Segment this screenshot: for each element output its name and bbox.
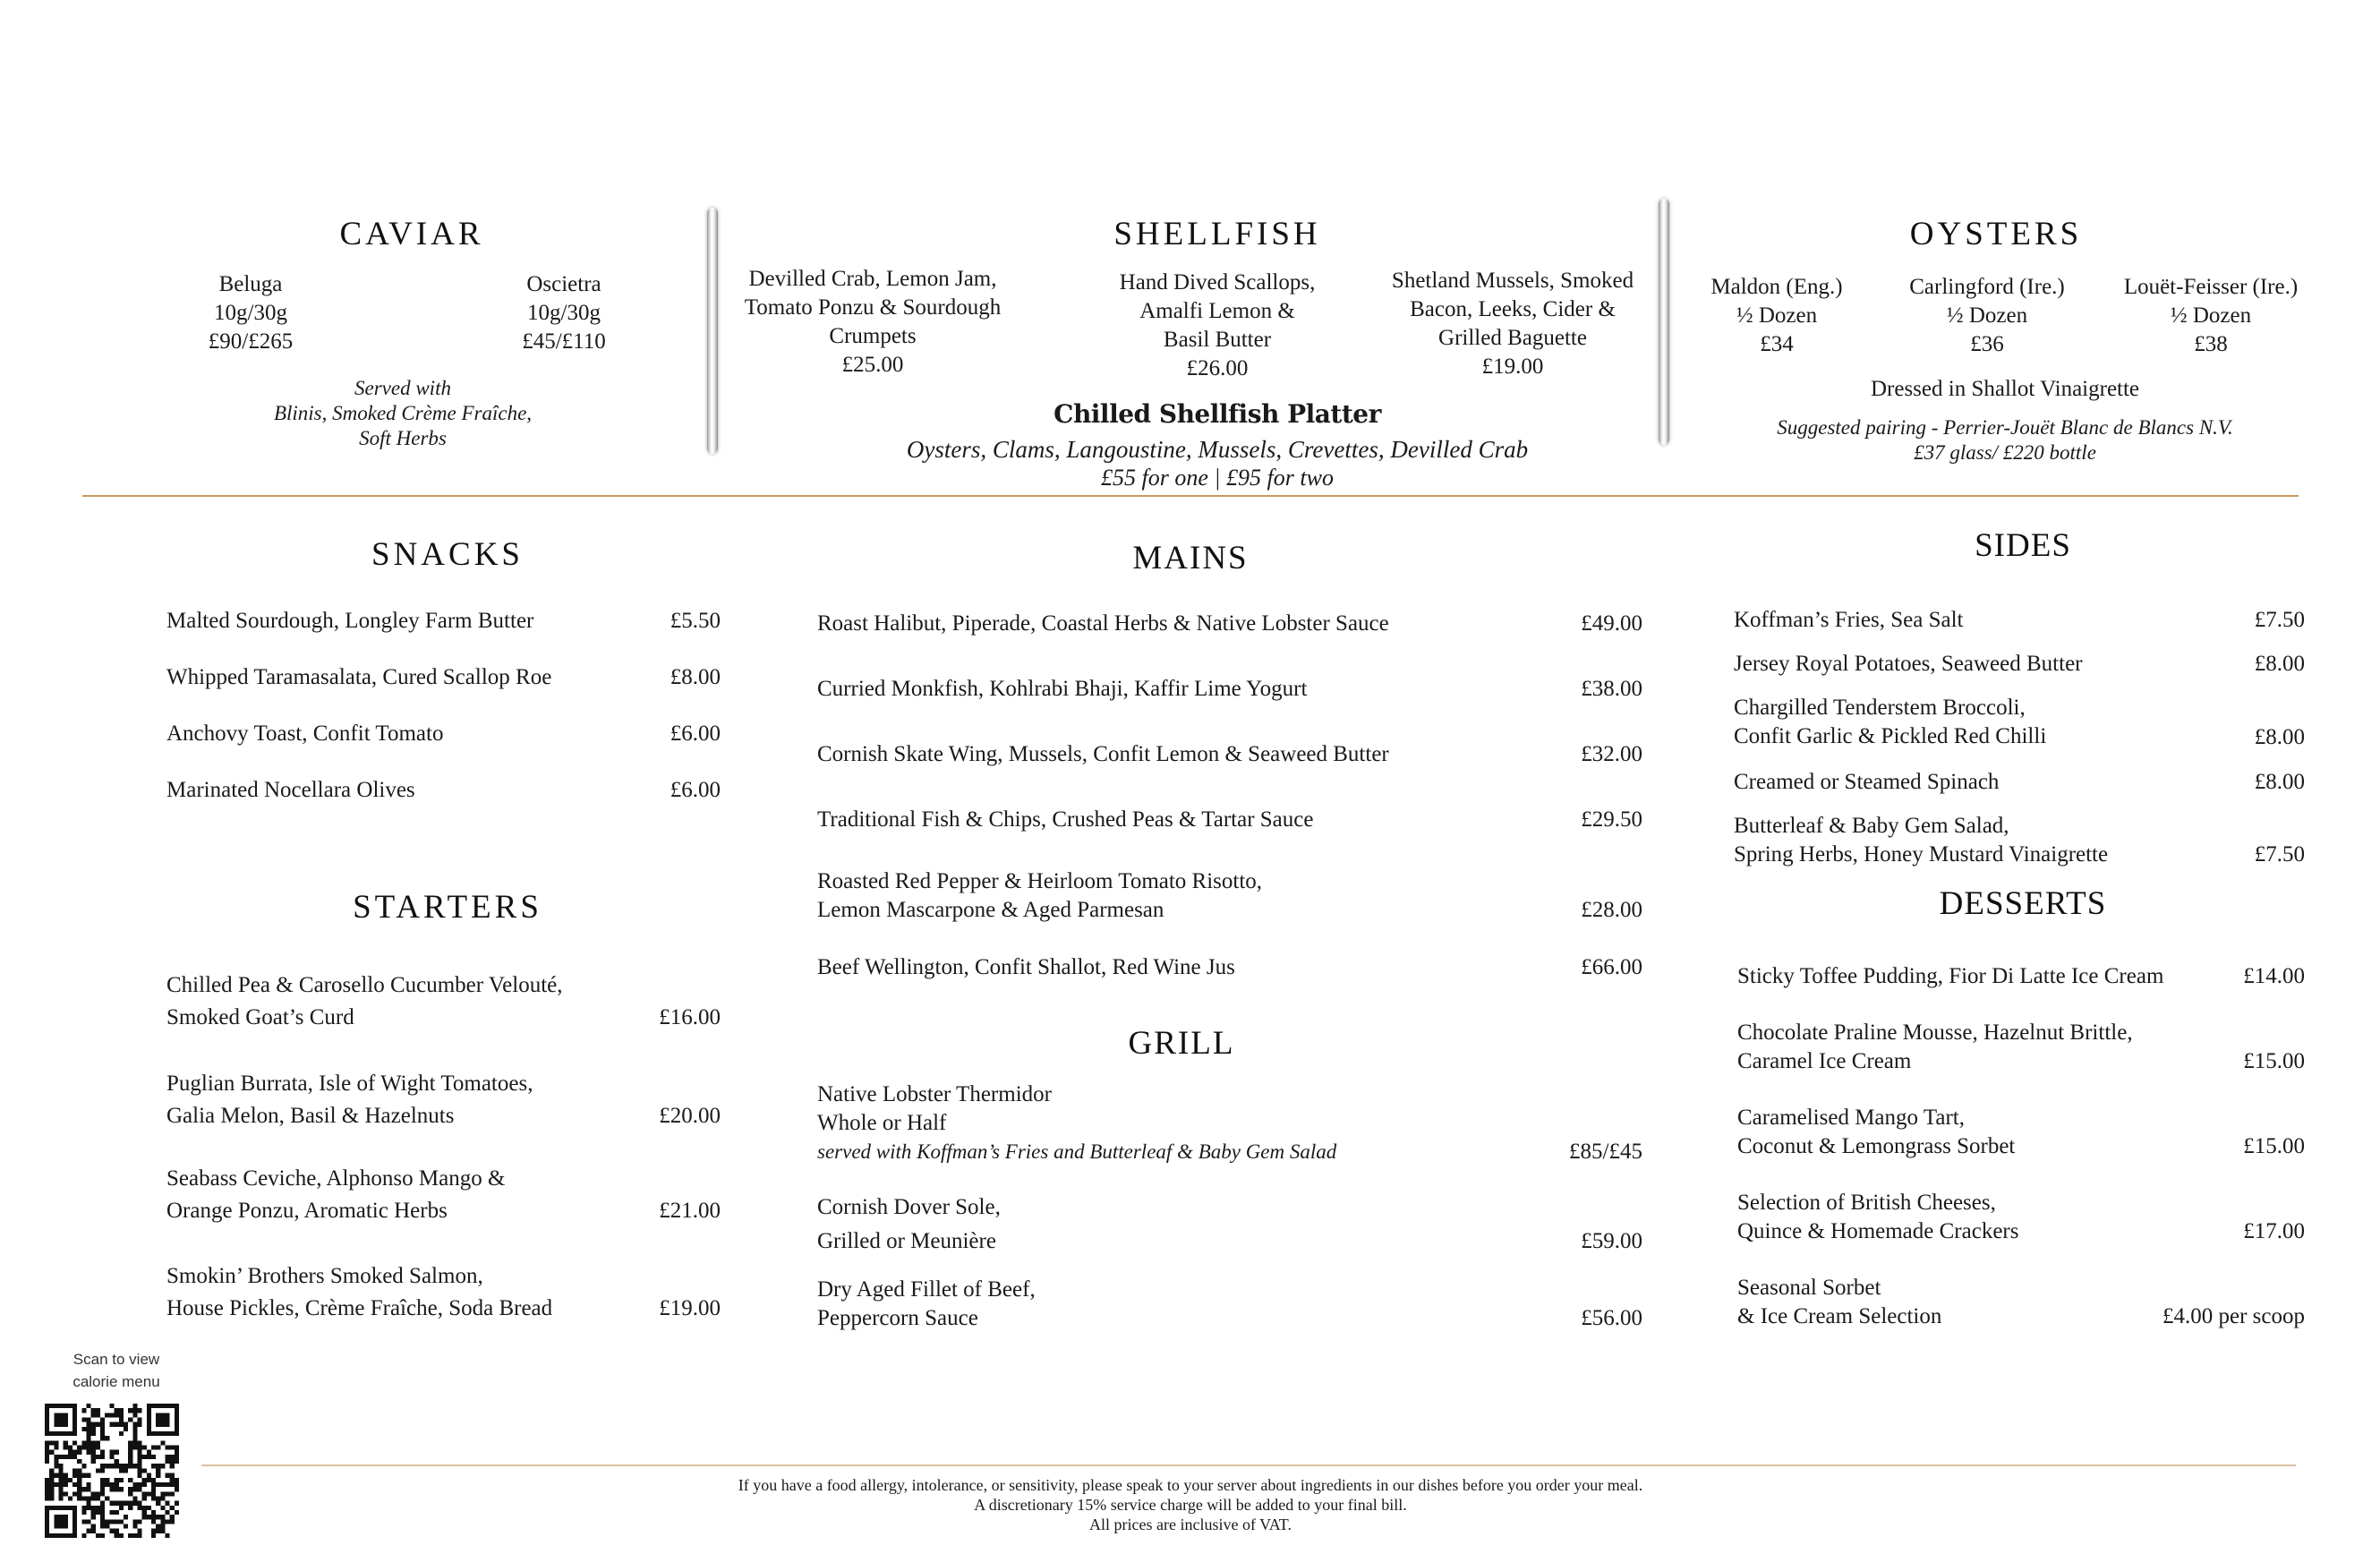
snacks-heading: SNACKS <box>371 536 524 573</box>
main-item: Roast Halibut, Piperade, Coastal Herbs & Native Lobster Sauce <box>817 611 1389 636</box>
item-line: Coconut & Lemongrass Sorbet <box>1737 1134 2016 1158</box>
item-line: Caramel Ice Cream <box>1737 1049 1912 1073</box>
main-item: Curried Monkfish, Kohlrabi Bhaji, Kaffir Lime Yogurt <box>817 677 1308 701</box>
item-line: Galia Melon, Basil & Hazelnuts <box>166 1104 455 1128</box>
starters-heading: STARTERS <box>353 889 542 926</box>
oyster-price: £34 <box>1760 332 1794 356</box>
item-line: Seabass Ceviche, Alphonso Mango & <box>166 1166 506 1191</box>
main-price: £38.00 <box>1581 677 1642 701</box>
item-line: Caramelised Mango Tart, <box>1737 1106 1965 1130</box>
main-item: Beef Wellington, Confit Shallot, Red Wine Jus <box>817 955 1235 979</box>
oyster-price: £38 <box>2194 332 2228 356</box>
starter-item <box>166 1070 533 1131</box>
oyster-price: £36 <box>1970 332 2004 356</box>
side-item <box>1734 694 2046 751</box>
side-item: Koffman’s Fries, Sea Salt <box>1734 608 1964 632</box>
item-line: Chargilled Tenderstem Broccoli, <box>1734 696 2026 720</box>
dessert-item <box>1737 1019 2133 1076</box>
platter-price: £55 for one | £95 for two <box>1101 465 1334 491</box>
oysters-pairing-price: £37 glass/ £220 bottle <box>1914 441 2096 464</box>
item-line: Crumpets <box>829 324 917 348</box>
starter-item <box>166 1165 505 1225</box>
sides-heading: SIDES <box>1975 527 2071 564</box>
starter-price: £21.00 <box>659 1199 721 1223</box>
item-price: £26.00 <box>1186 356 1249 380</box>
side-item: Jersey Royal Potatoes, Seaweed Butter <box>1734 652 2083 676</box>
item-line: Seasonal Sorbet <box>1737 1276 1881 1300</box>
served-line: Blinis, Smoked Crème Fraîche, <box>273 402 533 424</box>
item-line: Basil Butter <box>1163 328 1272 352</box>
item-line: Tomato Ponzu & Sourdough <box>744 295 1002 320</box>
item-line: Devilled Crab, Lemon Jam, <box>748 267 997 291</box>
side-price: £8.00 <box>2254 770 2305 794</box>
qr-caption-line: calorie menu <box>73 1373 160 1390</box>
side-item <box>1734 812 2108 869</box>
item-line: Quince & Homemade Crackers <box>1737 1219 2019 1243</box>
oysters-dressed: Dressed in Shallot Vinaigrette <box>1870 377 2140 401</box>
footer-notice <box>501 1475 1880 1534</box>
item-line: Grilled Baguette <box>1438 326 1587 350</box>
snack-item: Anchovy Toast, Confit Tomato <box>166 722 444 746</box>
item-line: House Pickles, Crème Fraîche, Soda Bread <box>166 1296 553 1320</box>
platter-title: Chilled Shellfish Platter <box>1054 399 1381 429</box>
dessert-item <box>1737 1104 2015 1161</box>
dessert-price: £4.00 per scoop <box>2162 1304 2305 1328</box>
item-line: Lemon Mascarpone & Aged Parmesan <box>817 898 1164 922</box>
item-price: £25.00 <box>841 353 904 377</box>
desserts-heading: DESSERTS <box>1939 885 2107 922</box>
item-line: Cornish Dover Sole, <box>817 1195 1001 1219</box>
vat-notice: All prices are inclusive of VAT. <box>1089 1516 1292 1533</box>
item-line: Smokin’ Brothers Smoked Salmon, <box>166 1264 483 1288</box>
decorative-divider-right <box>1659 199 1669 445</box>
grill-item-beef <box>817 1276 1036 1333</box>
served-line: Served with <box>354 377 451 399</box>
grill-item-lobster <box>817 1080 1336 1166</box>
item-line: Smoked Goat’s Curd <box>166 1005 354 1029</box>
shellfish-item-scallops <box>1065 269 1369 383</box>
starter-price: £19.00 <box>659 1296 721 1320</box>
shellfish-item-crab <box>712 265 1034 380</box>
snack-price: £6.00 <box>670 722 721 746</box>
main-price: £66.00 <box>1581 955 1642 979</box>
item-line: Puglian Burrata, Isle of Wight Tomatoes, <box>166 1072 533 1096</box>
grill-price: £85/£45 <box>1569 1140 1642 1164</box>
main-price: £49.00 <box>1581 611 1642 636</box>
snack-price: £5.50 <box>670 609 721 633</box>
shellfish-heading: SHELLFISH <box>1113 216 1321 252</box>
qr-code-icon[interactable] <box>45 1404 179 1538</box>
main-price: £29.50 <box>1581 807 1642 832</box>
item-line: Hand Dived Scallops, <box>1119 270 1316 295</box>
item-line: Roasted Red Pepper & Heirloom Tomato Risotto, <box>817 869 1263 893</box>
dessert-item <box>1737 1274 1941 1331</box>
oyster-qty: ½ Dozen <box>1946 303 2028 328</box>
snack-price: £6.00 <box>670 778 721 802</box>
side-price: £8.00 <box>2254 725 2305 749</box>
oyster-qty: ½ Dozen <box>2170 303 2252 328</box>
oyster-item-maldon <box>1683 273 1871 359</box>
item-note: served with Koffman’s Fries and Butterleaf & Baby Gem Salad <box>817 1140 1337 1163</box>
dessert-price: £15.00 <box>2243 1134 2305 1158</box>
item-line: & Ice Cream Selection <box>1737 1304 1942 1328</box>
snack-item: Marinated Nocellara Olives <box>166 778 415 802</box>
side-price: £7.50 <box>2254 842 2305 867</box>
grill-item-sole <box>817 1193 1001 1256</box>
starter-price: £16.00 <box>659 1005 721 1029</box>
oysters-heading: OYSTERS <box>1909 216 2083 252</box>
oyster-qty: ½ Dozen <box>1736 303 1818 328</box>
snack-item: Whipped Taramasalata, Cured Scallop Roe <box>166 665 552 689</box>
caviar-prices: £90/£265 <box>208 329 294 354</box>
main-item: Traditional Fish & Chips, Crushed Peas & Tartar Sauce <box>817 807 1314 832</box>
oysters-pairing: Suggested pairing - Perrier-Jouët Blanc de Blancs N.V. <box>1777 416 2233 439</box>
oyster-item-carlingford <box>1884 273 2090 359</box>
served-line: Soft Herbs <box>359 427 447 449</box>
section-rule <box>82 495 2299 497</box>
qr-caption-line: Scan to view <box>73 1351 160 1368</box>
allergy-notice: If you have a food allergy, intolerance, or sensitivity, please speak to your server about ingredients in our dishes before you order your meal. <box>738 1476 1643 1494</box>
caviar-name: Oscietra <box>526 272 601 296</box>
snack-item: Malted Sourdough, Longley Farm Butter <box>166 609 534 633</box>
main-price: £32.00 <box>1581 742 1642 766</box>
starter-item <box>166 971 563 1032</box>
item-line: Orange Ponzu, Aromatic Herbs <box>166 1199 448 1223</box>
item-price: £19.00 <box>1481 354 1544 379</box>
item-line: Grilled or Meunière <box>817 1229 996 1253</box>
caviar-item-beluga <box>170 270 331 356</box>
service-charge-notice: A discretionary 15% service charge will be added to your final bill. <box>974 1496 1407 1514</box>
dessert-item <box>1737 1189 2018 1246</box>
starter-item <box>166 1262 552 1323</box>
dessert-price: £15.00 <box>2243 1049 2305 1073</box>
caviar-weights: 10g/30g <box>214 301 287 325</box>
starter-price: £20.00 <box>659 1104 721 1128</box>
item-line: Native Lobster Thermidor <box>817 1082 1052 1106</box>
oyster-name: Maldon (Eng.) <box>1710 275 1843 299</box>
item-line: Chilled Pea & Carosello Cucumber Velouté, <box>166 973 563 997</box>
mains-heading: MAINS <box>1132 540 1249 576</box>
item-line: Peppercorn Sauce <box>817 1306 978 1330</box>
main-item: Cornish Skate Wing, Mussels, Confit Lemon & Seaweed Butter <box>817 742 1389 766</box>
item-line: Spring Herbs, Honey Mustard Vinaigrette <box>1734 842 2109 867</box>
dessert-price: £17.00 <box>2243 1219 2305 1243</box>
shellfish-item-mussels <box>1356 267 1669 381</box>
oyster-name: Louët-Feisser (Ire.) <box>2123 275 2299 299</box>
oyster-item-louet-feisser <box>2103 273 2318 359</box>
caviar-item-oscietra <box>483 270 644 356</box>
side-price: £8.00 <box>2254 652 2305 676</box>
side-price: £7.50 <box>2254 608 2305 632</box>
item-line: Amalfi Lemon & <box>1139 299 1295 323</box>
grill-price: £59.00 <box>1581 1229 1642 1253</box>
main-price: £28.00 <box>1581 898 1642 922</box>
item-line: Butterleaf & Baby Gem Salad, <box>1734 814 2009 838</box>
grill-heading: GRILL <box>1128 1025 1235 1062</box>
caviar-prices: £45/£110 <box>522 329 606 354</box>
item-line: Bacon, Leeks, Cider & <box>1410 297 1616 321</box>
item-line: Shetland Mussels, Smoked <box>1391 269 1634 293</box>
caviar-name: Beluga <box>218 272 283 296</box>
qr-caption <box>36 1348 197 1393</box>
item-line: Whole or Half <box>817 1111 947 1135</box>
oyster-name: Carlingford (Ire.) <box>1909 275 2065 299</box>
caviar-weights: 10g/30g <box>527 301 601 325</box>
item-line: Selection of British Cheeses, <box>1737 1191 1996 1215</box>
item-line: Chocolate Praline Mousse, Hazelnut Brittle, <box>1737 1020 2133 1045</box>
item-line: Dry Aged Fillet of Beef, <box>817 1277 1036 1302</box>
caviar-served-with <box>224 376 582 451</box>
main-item <box>817 867 1262 925</box>
dessert-item: Sticky Toffee Pudding, Fior Di Latte Ice Cream <box>1737 964 2164 988</box>
grill-price: £56.00 <box>1581 1306 1642 1330</box>
dessert-price: £14.00 <box>2243 964 2305 988</box>
side-item: Creamed or Steamed Spinach <box>1734 770 2000 794</box>
footer-rule <box>201 1464 2296 1466</box>
snack-price: £8.00 <box>670 665 721 689</box>
platter-desc: Oysters, Clams, Langoustine, Mussels, Crevettes, Devilled Crab <box>906 436 1529 463</box>
item-line: Confit Garlic & Pickled Red Chilli <box>1734 724 2047 748</box>
caviar-heading: CAVIAR <box>339 216 484 252</box>
